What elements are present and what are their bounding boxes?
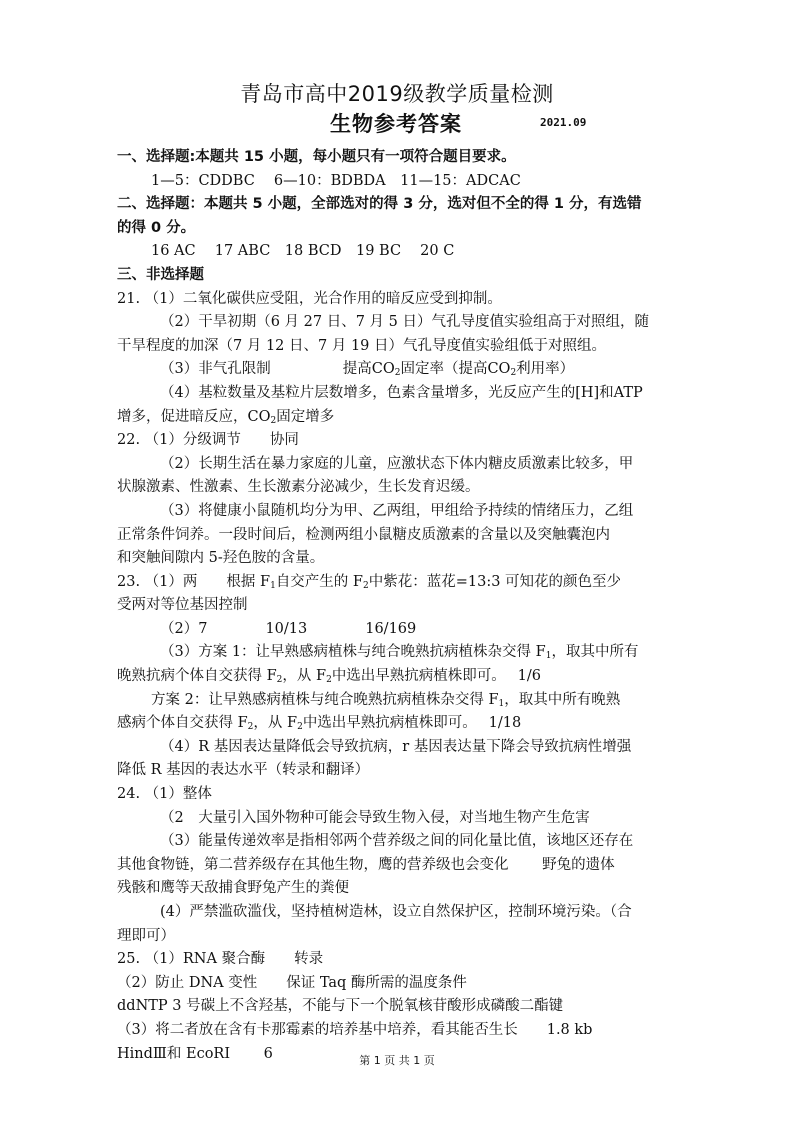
q23-sub-2: 2 bbox=[276, 675, 283, 686]
q24-line-5: 残骸和鹰等天敌捕食野兔产生的粪便 bbox=[117, 880, 349, 897]
q22-line-6: 和突触间隙内 5-羟色胺的含量。 bbox=[117, 550, 325, 567]
q23-l5a: 晚熟抗病个体自交获得 F bbox=[117, 668, 277, 685]
q21-l4c: 固定率（提高CO bbox=[400, 361, 511, 378]
q23-line-4 bbox=[117, 641, 677, 665]
document-title: 青岛市高中2019级教学质量检测 bbox=[240, 82, 554, 106]
q21-sub: 2 bbox=[394, 368, 401, 379]
q22-line-3: 状腺激素、性激素、生长激素分泌减少，生长发育迟缓。 bbox=[117, 479, 480, 496]
document-date: 2021.09 bbox=[540, 116, 587, 129]
q21-line-6 bbox=[117, 406, 677, 430]
section-2-heading-cont: 的得 0 分。 bbox=[117, 219, 196, 236]
page-footer: 第 1 页 共 1 页 bbox=[359, 1054, 435, 1067]
q23-line-8: （4）R 基因表达量降低会导致抗病，r 基因表达量下降会导致抗病性增强 bbox=[160, 738, 632, 755]
q23-l7a: 感病个体自交获得 F bbox=[117, 715, 248, 732]
q21-sub: 2 bbox=[510, 368, 517, 379]
q23-sub-1: 1 bbox=[545, 651, 552, 662]
q21-l6b: 固定增多 bbox=[276, 408, 335, 425]
q23-sub-2: 2 bbox=[326, 675, 332, 686]
q23-l5c: 中选出早熟抗病植株即可。 1/6 bbox=[331, 668, 542, 685]
document-subtitle: 生物参考答案 bbox=[330, 112, 462, 136]
q23-line-6 bbox=[117, 689, 677, 713]
q23-l1b: 自交产生的 F bbox=[275, 573, 363, 590]
q25-line-2: （2）防止 DNA 变性 保证 Taq 酶所需的温度条件 bbox=[117, 974, 467, 991]
section-3-heading: 三、非选择题 bbox=[117, 266, 204, 283]
q21-l6a: 增多，促进暗反应，CO bbox=[117, 408, 271, 425]
q24-line-7: 理即可） bbox=[117, 927, 175, 944]
q23-line-5 bbox=[117, 665, 677, 689]
q22-line-4: （3）将健康小鼠随机均分为甲、乙两组，甲组给予持续的情绪压力，乙组 bbox=[160, 502, 634, 519]
section-1-heading: 一、选择题:本题共 15 小题，每小题只有一项符合题目要求。 bbox=[117, 149, 516, 165]
section-2-answers: 16 AC 17 ABC 18 BCD 19 BC 20 C bbox=[151, 243, 455, 260]
q23-l6a: 方案 2：让早熟感病植株与纯合晚熟抗病植株杂交得 F bbox=[151, 691, 499, 708]
q23-l4b: ，取其中所有 bbox=[551, 644, 639, 661]
q23-line-1 bbox=[117, 571, 677, 595]
q25-line-1: 25. （1）RNA 聚合酶 转录 bbox=[117, 951, 324, 968]
q24-line-2: （2 大量引入国外物种可能会导致生物入侵，对当地生物产生危害 bbox=[160, 809, 590, 826]
q24-line-3: （3）能量传递效率是指相邻两个营养级之间的同化量比值，该地区还存在 bbox=[160, 833, 634, 850]
q24-line-6: (4）严禁滥砍滥伐，坚持植树造林，设立自然保护区，控制环境污染。（合 bbox=[160, 904, 632, 920]
q23-line-2: 受两对等位基因控制 bbox=[117, 597, 248, 614]
q23-l1c: 中紫花：蓝花=13:3 可知花的颜色至少 bbox=[368, 573, 622, 590]
section-1-answers: 1—5：CDDBC 6—10：BDBDA 11—15：ADCAC bbox=[151, 172, 521, 189]
q23-line-9: 降低 R 基因的表达水平（转录和翻译） bbox=[117, 762, 370, 779]
q23-sub-2: 2 bbox=[362, 580, 369, 591]
q23-line-3: （2）7 10/13 16/169 bbox=[160, 620, 417, 637]
q21-line-4 bbox=[117, 358, 677, 382]
answer-content bbox=[117, 146, 677, 1066]
q23-l6b: ，取其中所有晚熟 bbox=[504, 691, 621, 708]
q21-sub: 2 bbox=[270, 415, 277, 426]
q24-line-4: 其他食物链，第二营养级存在其他生物，鹰的营养级也会变化 野兔的遗体 bbox=[117, 856, 615, 873]
q22-line-1: 22. （1）分级调节 协同 bbox=[117, 432, 299, 449]
q21-line-2: （2）干旱初期（6 月 27 日、7 月 5 日）气孔导度值实验组高于对照组，随 bbox=[160, 314, 650, 331]
q21-l4d: 利用率） bbox=[516, 361, 575, 378]
section-2-heading: 二、选择题：本题共 5 小题，全部选对的得 3 分，选对但不全的得 1 分，有选错 bbox=[117, 196, 642, 213]
q23-sub-1: 1 bbox=[498, 698, 505, 709]
q23-l7b: ，从 F bbox=[253, 715, 298, 732]
q21-l4b: 提高CO bbox=[342, 361, 395, 378]
q23-l5b: ，从 F bbox=[282, 668, 327, 685]
q24-line-1: 24. （1）整体 bbox=[117, 786, 212, 803]
q25-line-5: HindⅢ和 EcoRⅠ 6 bbox=[117, 1045, 273, 1062]
q23-sub-2: 2 bbox=[297, 722, 303, 733]
q21-line-3: 干旱程度的加深（7 月 12 日、7 月 19 日）气孔导度值实验组低于对照组。 bbox=[117, 337, 607, 354]
q23-l1a: 23. （1）两 根据 F bbox=[117, 573, 271, 590]
q22-line-5: 正常条件饲养。一段时间后，检测两组小鼠糖皮质激素的含量以及突触囊泡内 bbox=[117, 526, 610, 543]
q23-l4a: （3）方案 1：让早熟感病植株与纯合晚熟抗病植株杂交得 F bbox=[160, 644, 546, 661]
q21-line-5: （4）基粒数量及基粒片层数增多，色素含量增多，光反应产生的[H]和ATP bbox=[160, 384, 643, 401]
q25-line-4: （3）将二者放在含有卡那霉素的培养基中培养，看其能否生长 1.8 kb bbox=[117, 1021, 593, 1038]
q23-l7c: 中选出早熟抗病植株即可。 1/18 bbox=[302, 715, 522, 732]
q22-line-2: （2）长期生活在暴力家庭的儿童，应激状态下体内糖皮质激素比较多，甲 bbox=[160, 455, 634, 472]
q23-sub-2: 2 bbox=[247, 722, 254, 733]
q25-line-3: ddNTP 3 号碳上不含羟基，不能与下一个脱氧核苷酸形成磷酸二酯键 bbox=[117, 998, 564, 1015]
q21-l4a: （3）非气孔限制 bbox=[160, 361, 271, 378]
q23-line-7 bbox=[117, 712, 677, 736]
q21-line-1: 21. （1）二氧化碳供应受阻，光合作用的暗反应受到抑制。 bbox=[117, 290, 502, 307]
q23-sub-1: 1 bbox=[270, 580, 276, 591]
